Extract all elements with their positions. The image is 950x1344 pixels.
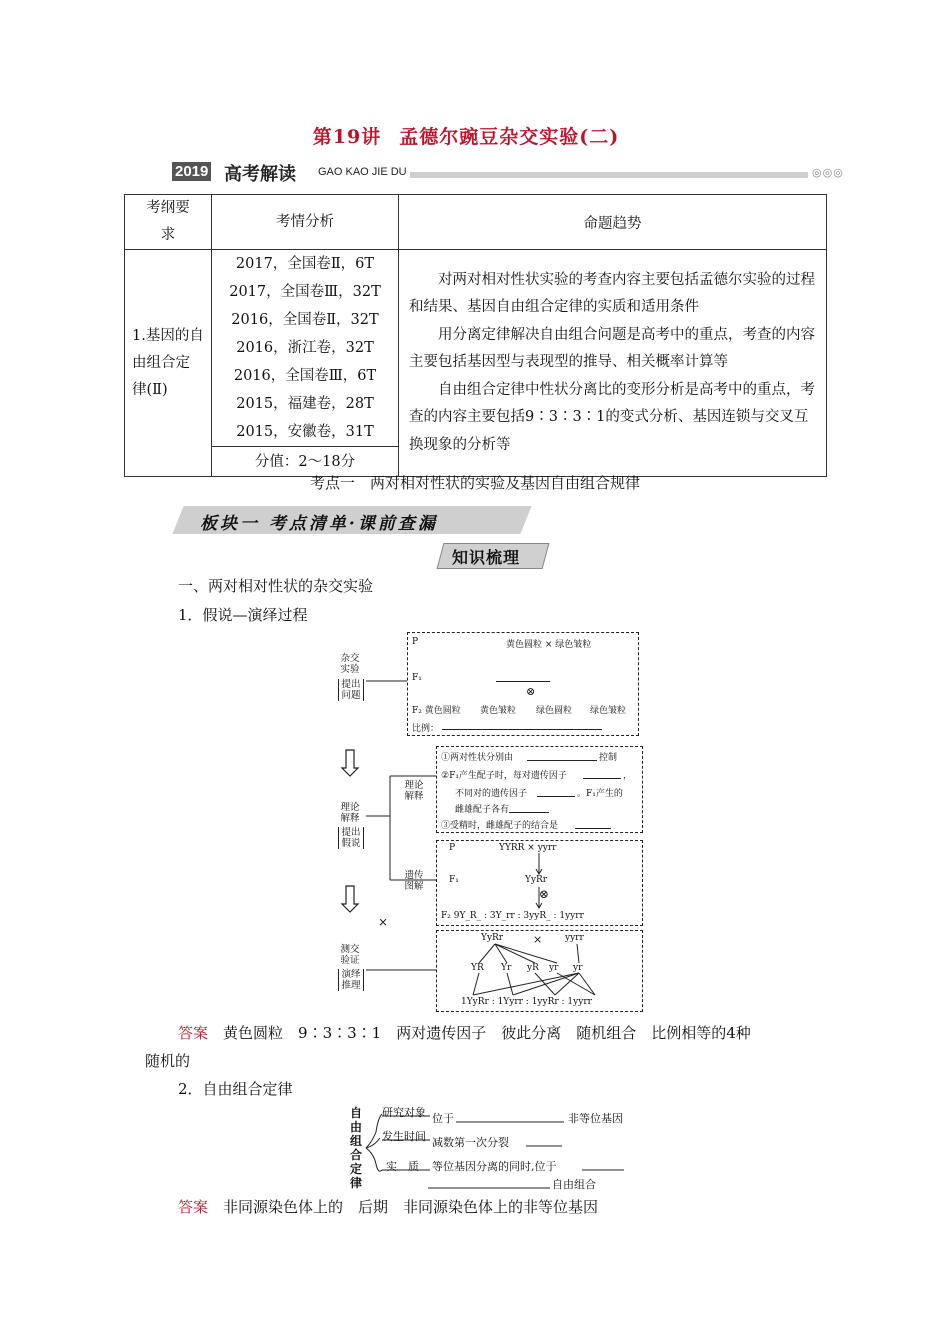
answer-2: 答案 非同源染色体上的 后期 非同源染色体上的非等位基因: [178, 1198, 599, 1216]
testcross-box: YyRr × yyrr YR Yr yR yr yr 1YyRr : 1Yyrr : 1yyRr : 1yyrr: [436, 930, 643, 1012]
exam-analysis-table: [124, 194, 827, 477]
label-raise-question: 提出问题: [338, 679, 364, 701]
theory-box: ①两对性状分别由 控制 ②F₁产生配子时，每对遗传因子 ， 不同对的遗传因子 。F₁产生的 雌雄配子各有 ③受精时，雌雄配子的结合是: [436, 746, 643, 833]
section-heading: 一、两对相对性状的杂交实验: [178, 577, 374, 595]
label-cross-experiment: 杂交实验: [340, 653, 360, 675]
genetic-diagram-box: P YYRR × yyrr F₁ YyRr ⊗ F₂ 9Y_R_ : 3Y_rr : 3yyR_ : 1yyrr: [436, 840, 643, 926]
header-requirement: 考纲要求: [125, 195, 212, 250]
gaokao-label: 高考解读: [224, 164, 296, 184]
header-analysis: 考情分析: [212, 195, 399, 250]
page-title: 第19讲 孟德尔豌豆杂交实验(二): [312, 126, 620, 148]
score-cell: 分值：2～18分: [212, 447, 399, 477]
kaodian-heading: 考点一 两对相对性状的实验及基因自由组合规律: [309, 474, 640, 492]
f2-label: F₂ 黄色圆粒: [412, 706, 461, 716]
trend-cell: 对两对相对性状实验的考查内容主要包括孟德尔实验的过程和结果、基因自由组合定律的实质和适用条件 用分离定律解决自由组合问题是高考中的重点，考查的内容主要包括基因型与表现型的推导、相关概率计算等 自由组合定律中性状分离比的变形分析是高考中的重点，考查的内容主要包括9∶3∶3∶1的变式分析、基因连锁与交叉互换现象的分析等: [399, 250, 827, 477]
label-theory: 理论解释: [340, 802, 360, 824]
section-banner: 板块一 考点清单·课前查漏: [178, 506, 526, 534]
header-trend: 命题趋势: [399, 195, 827, 250]
label-hypothesis: 提出假说: [338, 827, 364, 849]
gaokao-label-en: GAO KAO JIE DU: [318, 166, 407, 178]
label-testcross: 测交验证: [340, 944, 360, 966]
law-root-label: 自 由 组 合 定 律: [350, 1106, 363, 1190]
label-mid-diagram: 遗传图解: [404, 870, 424, 892]
knowledge-tag: 知识梳理: [440, 543, 544, 567]
answer-1-cont: 随机的: [145, 1052, 191, 1070]
hypothesis-deduction-diagram: [330, 628, 650, 1018]
independent-assortment-diagram: 自 由 组 合 定 律 研究对象 位于 非等位基因 发生时间 减数第一次分裂 实 质 等位基因分离的同时,位于 自由组合: [350, 1106, 623, 1191]
gaokao-divider: [410, 172, 808, 178]
gaokao-dots: ◎◎◎: [812, 166, 844, 179]
cross-experiment-box: P 黄色圆粒 × 绿色皱粒 F₁ ⊗ F₂ 黄色圆粒 黄色皱粒 绿色圆粒 绿色皱粒 比例：: [407, 632, 639, 736]
label-mid-theory: 理论解释: [404, 780, 424, 802]
sub-heading-2: 2．自由组合定律: [178, 1080, 293, 1098]
label-deduction: 演绎推理: [338, 969, 364, 991]
answer-1: 答案 黄色圆粒 9∶3∶3∶1 两对遗传因子 彼此分离 随机组合 比例相等的4种: [178, 1024, 751, 1042]
gaokao-year: 2019: [172, 162, 211, 181]
requirement-cell: 1.基因的自由组合定律(Ⅱ): [125, 250, 212, 477]
analysis-list: 2017，全国卷Ⅱ，6T 2017，全国卷Ⅲ，32T 2016，全国卷Ⅱ，32T 2016，浙江卷，32T 2016，全国卷Ⅲ，6T 2015，福建卷，28T 2015，安徽卷，31T: [212, 250, 399, 447]
gaokao-header: [172, 160, 850, 184]
cross-symbol: ×: [378, 915, 389, 929]
sub-heading-1: 1．假说—演绎过程: [178, 606, 308, 624]
